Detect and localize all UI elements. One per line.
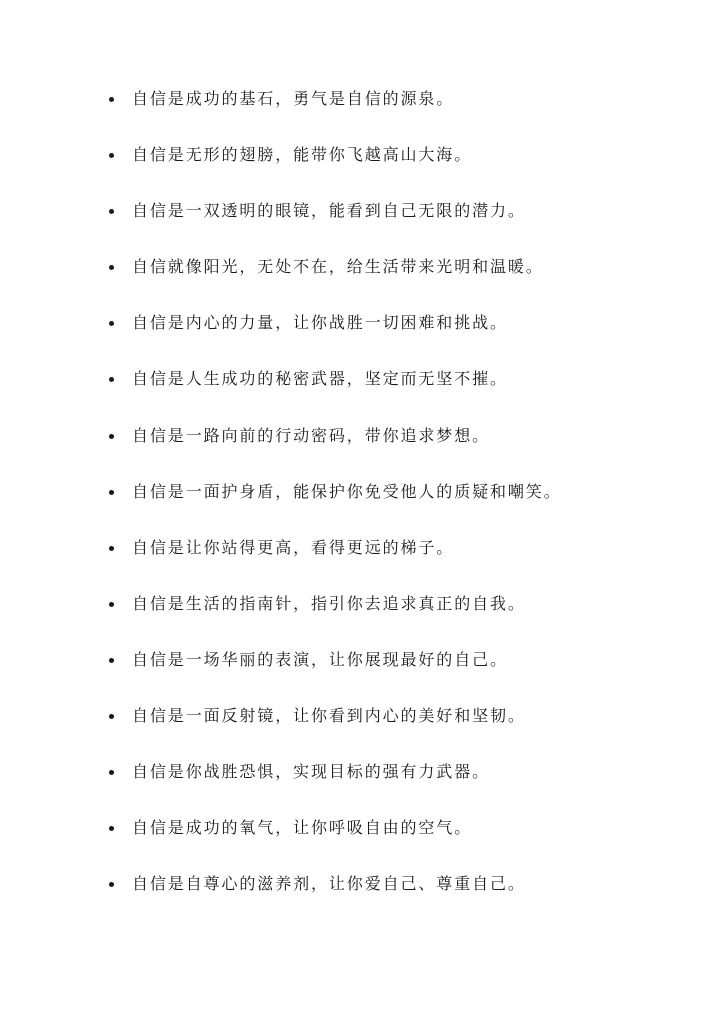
list-item: [0, 143, 720, 199]
list-item-text: 自信是成功的基石，勇气是自信的源泉。: [132, 89, 455, 108]
bullet-list: [0, 87, 720, 928]
bullet-icon: [109, 658, 114, 663]
list-item: [0, 424, 720, 480]
list-item-text: 自信是无形的翅膀，能带你飞越高山大海。: [132, 145, 473, 165]
bullet-icon: [109, 602, 114, 607]
list-item-text: 自信是一面反射镜，让你看到内心的美好和坚韧。: [132, 706, 526, 726]
list-item-text: 自信是一面护身盾，能保护你免受他人的质疑和嘲笑。: [132, 481, 562, 501]
list-item: [0, 816, 720, 872]
list-item-text: 自信是成功的氧气，让你呼吸自由的空气。: [132, 818, 473, 838]
list-item-text: 自信是生活的指南针，指引你去追求真正的自我。: [132, 593, 526, 613]
list-item-text: 自信是自尊心的滋养剂，让你爱自己、尊重自己。: [132, 874, 526, 894]
list-item-text: 自信是人生成功的秘密武器，坚定而无坚不摧。: [132, 369, 508, 389]
list-item-text: 自信是一场华丽的表演，让你展现最好的自己。: [132, 649, 508, 669]
bullet-icon: [109, 490, 114, 495]
list-item: [0, 311, 720, 367]
list-item-text: 自信就像阳光，无处不在，给生活带来光明和温暖。: [132, 257, 544, 277]
bullet-icon: [109, 882, 114, 887]
bullet-icon: [109, 321, 114, 326]
bullet-icon: [109, 209, 114, 214]
bullet-icon: [109, 265, 114, 270]
bullet-icon: [109, 714, 114, 719]
list-item: [0, 592, 720, 648]
list-item: [0, 367, 720, 423]
list-item-text: 自信是让你站得更高，看得更远的梯子。: [132, 537, 455, 557]
list-item: [0, 872, 720, 928]
list-item: [0, 536, 720, 592]
list-item: [0, 255, 720, 311]
list-item-text: 自信是内心的力量，让你战胜一切困难和挑战。: [132, 313, 508, 333]
list-item: [0, 480, 720, 536]
list-item: [0, 199, 720, 255]
list-item-text: 自信是一路向前的行动密码，带你追求梦想。: [132, 425, 491, 445]
bullet-icon: [109, 434, 114, 439]
bullet-icon: [109, 97, 114, 102]
bullet-icon: [109, 546, 114, 551]
list-item-text: 自信是你战胜恐惧，实现目标的强有力武器。: [132, 762, 491, 782]
list-item: [0, 760, 720, 816]
list-item-text: 自信是一双透明的眼镜，能看到自己无限的潜力。: [132, 201, 526, 221]
list-item: [0, 648, 720, 704]
bullet-icon: [109, 826, 114, 831]
list-item: [0, 87, 720, 143]
bullet-icon: [109, 377, 114, 382]
bullet-icon: [109, 770, 114, 775]
bullet-icon: [109, 153, 114, 158]
list-item: [0, 704, 720, 760]
